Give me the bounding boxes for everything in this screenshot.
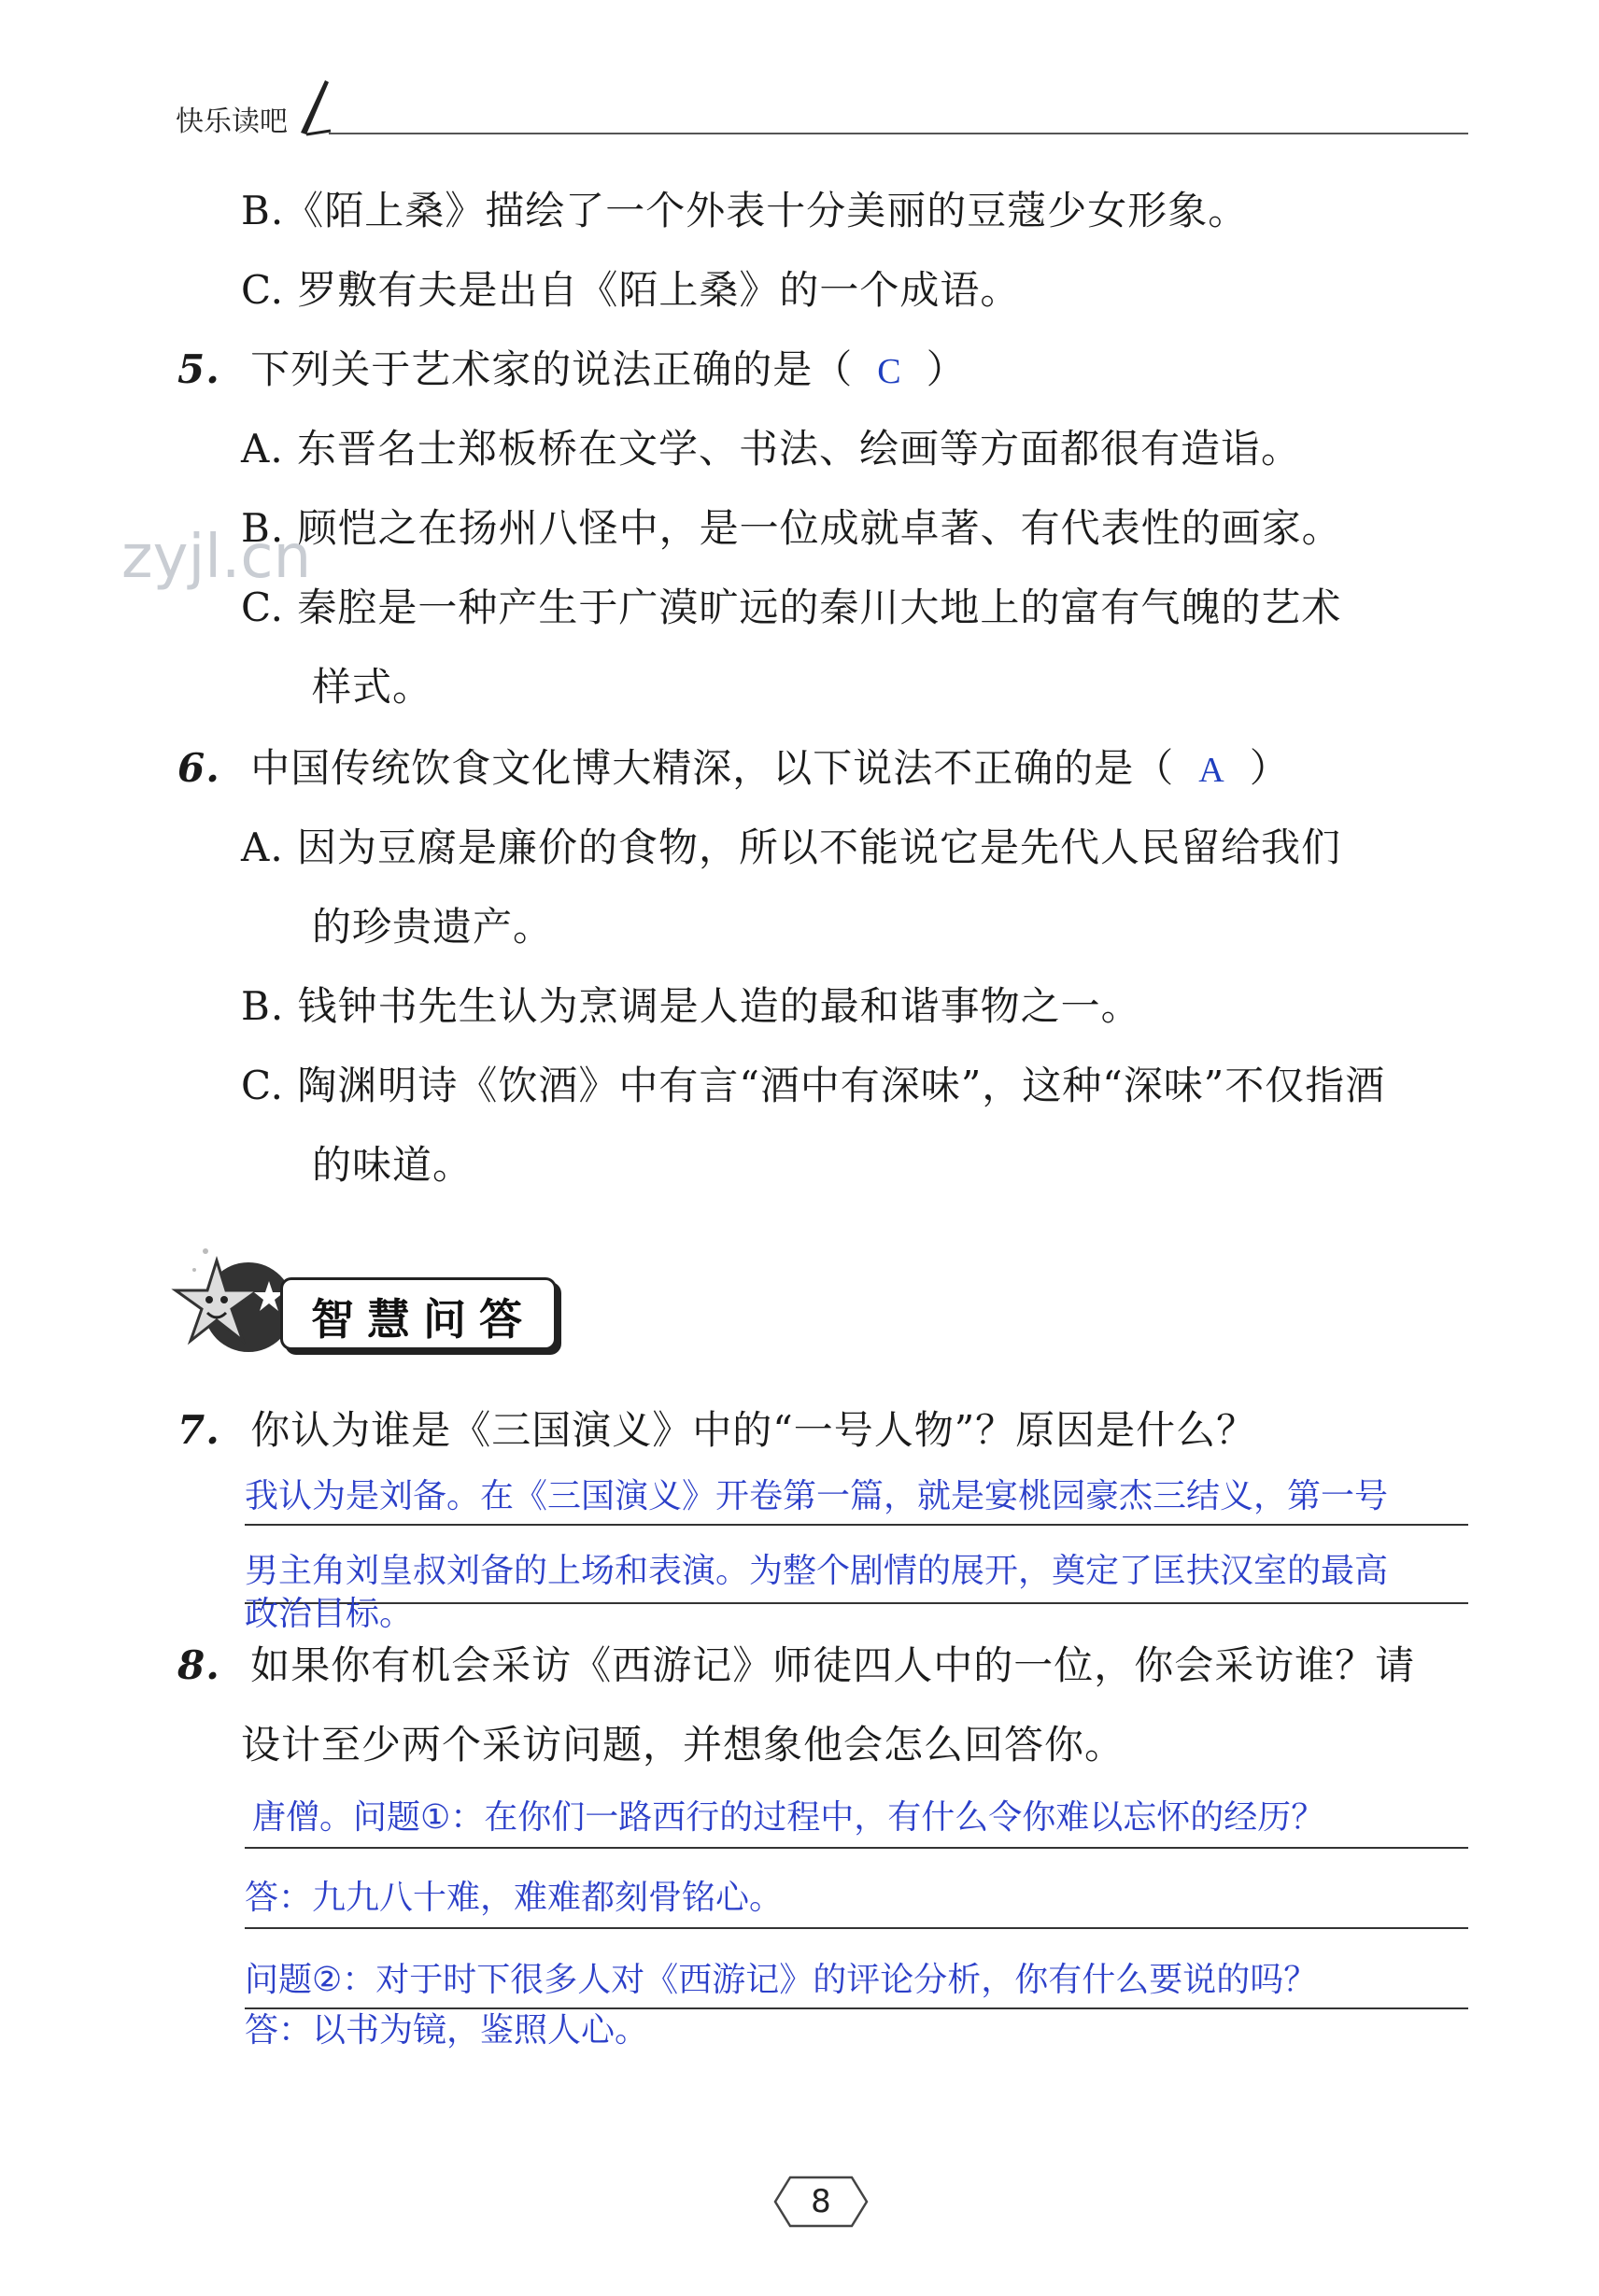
page-number: 8 bbox=[811, 2183, 831, 2220]
answer-rule bbox=[245, 1927, 1468, 1929]
q8-number: 8. bbox=[177, 1642, 220, 1688]
q6-option-a: A. 因为豆腐是廉价的食物，所以不能说它是先代人民留给我们 bbox=[241, 824, 1342, 870]
header-rule bbox=[329, 133, 1468, 134]
q6-option-a-cont: 的珍贵遗产。 bbox=[312, 904, 554, 950]
page-number-badge bbox=[773, 2174, 869, 2230]
q6-close: ） bbox=[1249, 745, 1290, 791]
q5-option-c-cont: 样式。 bbox=[312, 664, 433, 710]
q5-number: 5. bbox=[177, 346, 220, 392]
q8-answer-line-1: 唐僧。问题①：在你们一路西行的过程中，有什么令你难以忘怀的经历？ bbox=[252, 1798, 1325, 1837]
section-title: 智慧问答 bbox=[311, 1294, 535, 1345]
q6-text: 中国传统饮食文化博大精深，以下说法不正确的是（ bbox=[250, 745, 1175, 791]
q7-answer-line-2: 男主角刘皇叔刘备的上场和表演。为整个剧情的展开，奠定了匡扶汉室的最高 bbox=[245, 1552, 1389, 1590]
q8-stem bbox=[177, 1638, 1415, 1694]
answer-rule bbox=[245, 1524, 1468, 1526]
q6-answer: A bbox=[1198, 751, 1225, 790]
q7-answer-line-3: 政治目标。 bbox=[245, 1595, 414, 1633]
q7-stem bbox=[177, 1402, 1256, 1458]
q6-option-c: C. 陶渊明诗《饮酒》中有言“酒中有深味”，这种“深味”不仅指酒 bbox=[241, 1063, 1386, 1108]
watermark: zyjl.cn bbox=[121, 523, 312, 592]
q5-text: 下列关于艺术家的说法正确的是（ bbox=[250, 346, 854, 392]
q4-option-b: B.《陌上桑》描绘了一个外表十分美丽的豆蔻少女形象。 bbox=[241, 188, 1249, 233]
q6-stem bbox=[177, 740, 1290, 798]
q8-text-line-2: 设计至少两个采访问题，并想象他会怎么回答你。 bbox=[241, 1722, 1125, 1768]
q7-text: 你认为谁是《三国演义》中的“一号人物”？原因是什么？ bbox=[250, 1407, 1257, 1453]
q5-option-c: C. 秦腔是一种产生于广漠旷远的秦川大地上的富有气魄的艺术 bbox=[241, 585, 1342, 630]
q8-answer-line-3: 问题②：对于时下很多人对《西游记》的评论分析，你有什么要说的吗？ bbox=[245, 1961, 1318, 1999]
q8-text-line-1: 如果你有机会采访《西游记》师徒四人中的一位，你会采访谁？请 bbox=[250, 1642, 1416, 1688]
q6-option-b: B. 钱钟书先生认为烹调是人造的最和谐事物之一。 bbox=[241, 983, 1141, 1029]
q6-option-c-cont: 的味道。 bbox=[312, 1142, 474, 1188]
star-mascot-icon bbox=[168, 1223, 299, 1363]
answer-rule bbox=[245, 1847, 1468, 1849]
q5-option-b: B. 顾恺之在扬州八怪中，是一位成就卓著、有代表性的画家。 bbox=[241, 505, 1342, 551]
answer-rule bbox=[245, 1602, 1468, 1604]
q5-stem bbox=[177, 342, 967, 400]
q5-close: ） bbox=[926, 346, 967, 392]
q8-answer-line-4: 答：以书为镜，鉴照人心。 bbox=[245, 2011, 649, 2049]
q5-answer: C bbox=[877, 352, 902, 391]
header-title: 快乐读吧 bbox=[176, 106, 288, 138]
book-icon bbox=[297, 75, 334, 140]
section-header bbox=[280, 1277, 557, 1350]
q7-answer-line-1: 我认为是刘备。在《三国演义》开卷第一篇，就是宴桃园豪杰三结义，第一号 bbox=[245, 1477, 1389, 1515]
q7-number: 7. bbox=[177, 1407, 220, 1453]
q5-option-a: A. 东晋名士郑板桥在文学、书法、绘画等方面都很有造诣。 bbox=[241, 426, 1302, 472]
q4-option-c: C. 罗敷有夫是出自《陌上桑》的一个成语。 bbox=[241, 267, 1021, 313]
q6-number: 6. bbox=[177, 745, 220, 791]
q8-answer-line-2: 答：九九八十难，难难都刻骨铭心。 bbox=[245, 1879, 784, 1917]
